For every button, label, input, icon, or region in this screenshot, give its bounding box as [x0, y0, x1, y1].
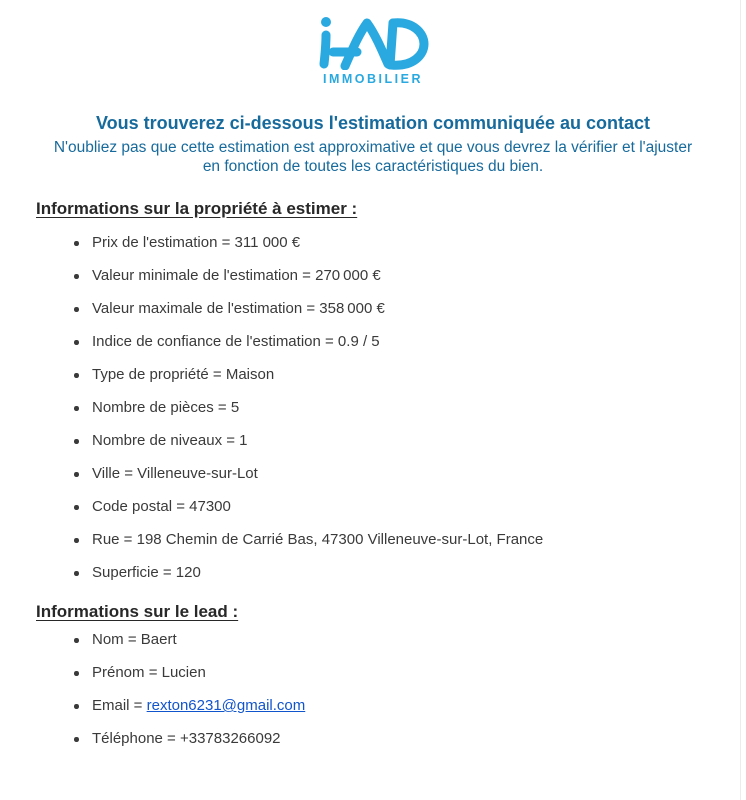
page-subtitle [0, 139, 746, 176]
list-item: Valeur minimale de l'estimation = 270 000 € [92, 266, 710, 286]
lead-list [36, 630, 710, 749]
list-item: Valeur maximale de l'estimation = 358 000 € [92, 299, 710, 319]
iad-logo-subtitle: IMMOBILIER [323, 72, 423, 86]
list-item: Nom = Baert [92, 630, 710, 650]
list-item: Téléphone = +33783266092 [92, 729, 710, 749]
email-item [92, 696, 710, 716]
property-section-heading: Informations sur la propriété à estimer : [36, 199, 358, 218]
lead-section-heading: Informations sur le lead : [36, 602, 239, 621]
page-edge-divider [740, 0, 741, 800]
list-item: Indice de confiance de l'estimation = 0.9 / 5 [92, 332, 710, 352]
lead-section [36, 601, 710, 749]
property-section [36, 198, 710, 583]
list-item: Rue = 198 Chemin de Carrié Bas, 47300 Villeneuve-sur-Lot, France [92, 530, 710, 550]
property-list [36, 233, 710, 583]
list-item: Code postal = 47300 [92, 497, 710, 517]
page-subtitle-line-1: N'oubliez pas que cette estimation est approximative et que vous devrez la vérifier et l'ajuster [53, 139, 693, 156]
list-item: Nombre de niveaux = 1 [92, 431, 710, 451]
list-item: Type de propriété = Maison [92, 365, 710, 385]
email-item-prefix: Email = [92, 697, 147, 714]
iad-logo [0, 14, 746, 86]
page-subtitle-line-2: en fonction de toutes les caractéristiques du bien. [202, 157, 544, 175]
list-item: Superficie = 120 [92, 563, 710, 583]
list-item: Ville = Villeneuve-sur-Lot [92, 464, 710, 484]
page-title: Vous trouverez ci-dessous l'estimation communiquée au contact [95, 113, 651, 133]
list-item: Prénom = Lucien [92, 663, 710, 683]
list-item: Prix de l'estimation = 311 000 € [92, 233, 710, 253]
iad-logo-mark [317, 14, 429, 70]
email-link[interactable]: rexton6231@gmail.com [146, 697, 306, 714]
list-item: Nombre de pièces = 5 [92, 398, 710, 418]
